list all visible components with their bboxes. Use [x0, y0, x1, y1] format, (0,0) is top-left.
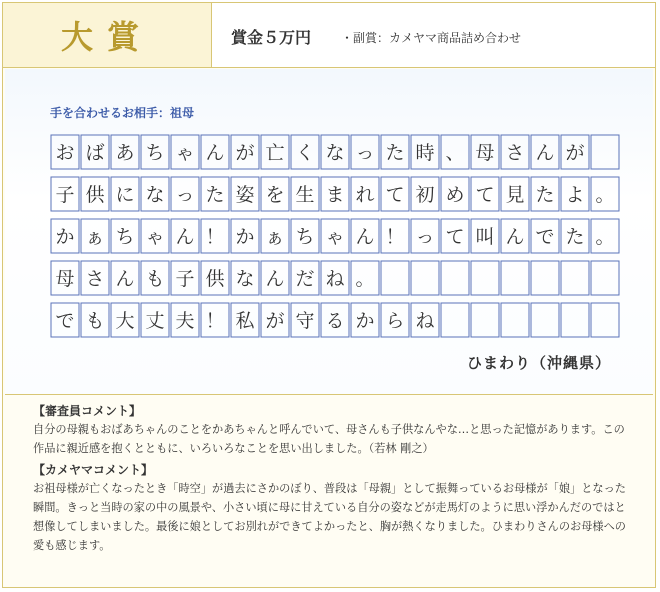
letter-char: あ [115, 142, 135, 164]
letter-char: 。 [355, 268, 375, 290]
letter-char: っ [355, 142, 375, 164]
letter-char: 亡 [265, 142, 285, 164]
letter-char: 。 [595, 226, 615, 248]
letter-char: た [205, 184, 225, 206]
grid-cell [411, 261, 439, 295]
letter-char: ぁ [85, 226, 105, 248]
letter-char: か [355, 310, 375, 332]
letter-char: だ [295, 268, 315, 290]
letter-char: っ [415, 226, 435, 248]
letter-char: 子 [55, 184, 75, 206]
letter-char: ん [535, 142, 555, 164]
grid-cell [531, 303, 559, 337]
letter-char: ち [295, 226, 315, 248]
grid-cell [531, 261, 559, 295]
award-header [3, 3, 655, 68]
judge-comment-heading: 【審査員コメント】 [33, 404, 142, 418]
letter-char: 生 [295, 184, 315, 206]
letter-char: で [55, 310, 75, 332]
grid-cell [591, 261, 619, 295]
letter-char: ま [325, 184, 345, 206]
letter-char: ぁ [265, 226, 285, 248]
kameyama-comment [33, 462, 633, 555]
letter-char: 母 [55, 268, 75, 290]
letter-char: 初 [415, 184, 435, 206]
letter-char: ！ [205, 226, 225, 248]
letter-char: ゃ [175, 142, 195, 164]
letter-char: れ [355, 184, 375, 206]
award-card [2, 2, 656, 588]
letter-char: な [325, 142, 345, 164]
letter-char: さ [85, 268, 105, 290]
grid-cell [471, 261, 499, 295]
letter-char: ね [325, 268, 345, 290]
letter-partner: 手を合わせるお相手：祖母 [50, 106, 195, 120]
letter-char: ！ [385, 226, 405, 248]
letter-char: っ [175, 184, 195, 206]
judge-comment-body: 自分の母親もおばあちゃんのことをかあちゃんと呼んでいて、母さんも子供なんやな…と思った記憶があります。この作品に親近感を抱くとともに、いろいろなことを思い出しました。（若林 剛之） [33, 423, 625, 455]
letter-char: る [325, 310, 345, 332]
letter-char: 夫 [175, 310, 195, 332]
kameyama-comment-body: お祖母様が亡くなったとき「時空」が過去にさかのぼり、普段は「母親」として振舞っているお母様が「娘」となった瞬間。きっと当時の家の中の風景や、小さい頃に母に甘えている自分の姿などが走馬灯のように思い浮かんだのではと想像してしまいました。最後に娘としてお別れができてよかったと、胸が熱くなりました。ひまわりさんのお母様への愛も感じます。 [33, 482, 626, 552]
grid-cell [501, 261, 529, 295]
letter-char: ん [505, 226, 525, 248]
letter-char: 私 [235, 310, 255, 332]
letter-char: に [115, 184, 135, 206]
letter-char: ん [115, 268, 135, 290]
letter-char: 。 [595, 184, 615, 206]
letter-char: 時 [415, 142, 435, 164]
letter-char: 供 [205, 268, 225, 290]
letter-char: て [475, 184, 495, 206]
letter-char: も [85, 310, 105, 332]
manuscript-grid [49, 133, 621, 343]
letter-char: な [235, 268, 255, 290]
letter-char: も [145, 268, 165, 290]
letter-char: 守 [295, 310, 315, 332]
award-title: 大賞 [60, 18, 153, 56]
letter-char: 丈 [145, 310, 165, 332]
grid-cell [591, 135, 619, 169]
letter-char: 大 [115, 310, 135, 332]
letter-char: 子 [175, 268, 195, 290]
letter-char: が [235, 142, 255, 164]
letter-char: ら [385, 310, 405, 332]
letter-char: よ [565, 184, 585, 206]
prize-amount: 賞金５万円 [231, 28, 312, 47]
letter-char: が [265, 310, 285, 332]
letter-char: 、 [445, 142, 465, 164]
letter-char: 母 [475, 142, 495, 164]
letter-char: さ [505, 142, 525, 164]
letter-char: て [445, 226, 465, 248]
letter-char: ！ [205, 310, 225, 332]
letter-char: か [235, 226, 255, 248]
letter-char: ち [145, 142, 165, 164]
letter-char: 叫 [475, 226, 495, 248]
letter-char: た [535, 184, 555, 206]
letter-char: ん [355, 226, 375, 248]
letter-char: お [55, 142, 75, 164]
letter-char: ち [115, 226, 135, 248]
letter-char: た [565, 226, 585, 248]
grid-cell [441, 303, 469, 337]
letter-char: ゃ [145, 226, 165, 248]
letter-char: な [145, 184, 165, 206]
letter-char: ん [265, 268, 285, 290]
grid-cell [441, 261, 469, 295]
letter-char: た [385, 142, 405, 164]
letter-char: め [445, 184, 465, 206]
letter-char: ね [415, 310, 435, 332]
grid-cell [381, 261, 409, 295]
grid-cell [561, 303, 589, 337]
letter-char: て [385, 184, 405, 206]
letter-char: ん [205, 142, 225, 164]
letter-paper [5, 69, 653, 395]
judge-comment [33, 403, 633, 458]
author-signature: ひまわり（沖縄県） [466, 354, 611, 372]
letter-char: で [535, 226, 555, 248]
letter-char: く [295, 142, 315, 164]
letter-char: が [565, 142, 585, 164]
letter-char: ゃ [325, 226, 345, 248]
sub-prize: ・副賞：カメヤマ商品詰め合わせ [341, 31, 522, 45]
comments-section [33, 403, 633, 559]
letter-char: か [55, 226, 75, 248]
grid-cell [591, 303, 619, 337]
grid-cell [561, 261, 589, 295]
letter-char: ん [175, 226, 195, 248]
grid-cell [501, 303, 529, 337]
award-title-box [3, 3, 212, 67]
letter-char: を [265, 184, 285, 206]
kameyama-comment-heading: 【カメヤマコメント】 [33, 463, 154, 477]
letter-char: 見 [505, 184, 525, 206]
letter-char: 供 [85, 184, 105, 206]
letter-char: ば [85, 142, 105, 164]
letter-char: 姿 [235, 184, 255, 206]
grid-cell [471, 303, 499, 337]
